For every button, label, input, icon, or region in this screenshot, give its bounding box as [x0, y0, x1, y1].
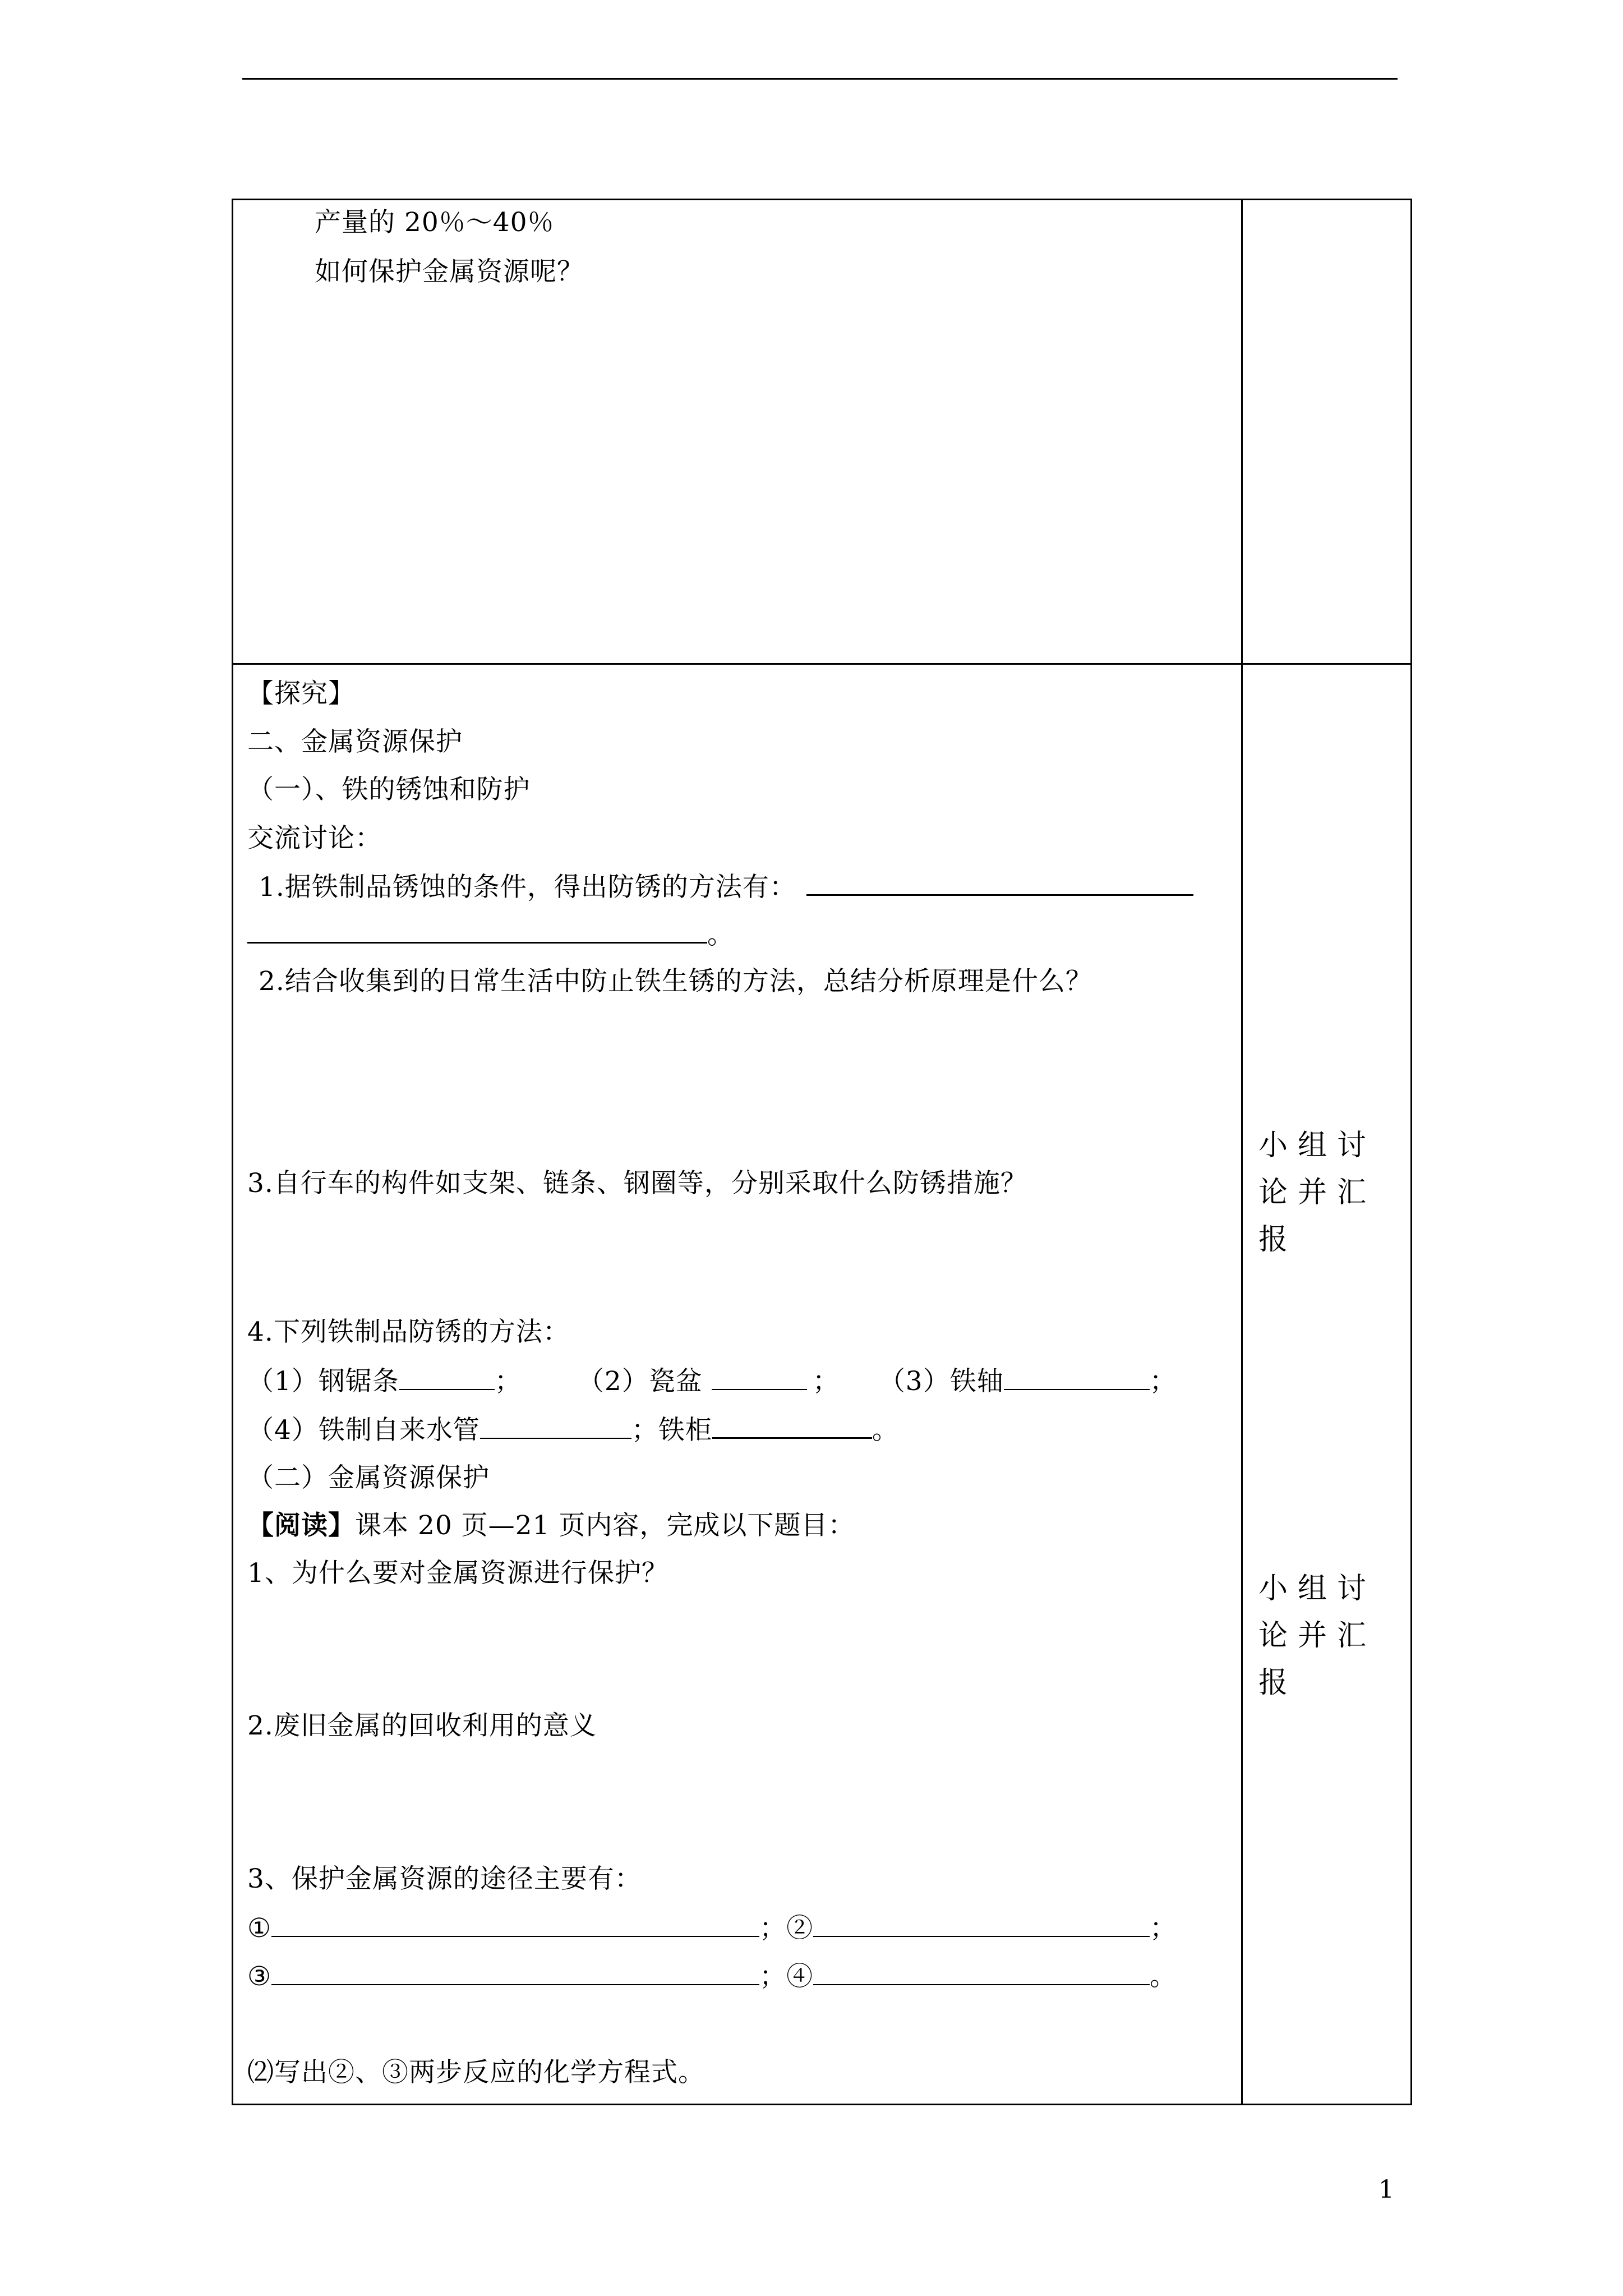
separator: ； [812, 1366, 840, 1397]
answer-blank[interactable] [247, 917, 707, 944]
answer-blank[interactable] [271, 1911, 759, 1937]
ways-line-2 [247, 1959, 1177, 1994]
row1-line2: 如何保护金属资源呢？ [315, 256, 584, 287]
reading-question-3: 3、保护金属资源的途径主要有： [247, 1864, 642, 1894]
ways-line-1 [247, 1911, 1177, 1945]
header-rule [242, 78, 1398, 80]
row2-content-cell [233, 664, 1242, 2105]
section-title: 二、金属资源保护 [247, 726, 463, 757]
item-water-pipe: （4）铁制自来水管 [247, 1415, 480, 1446]
subsection-2-title: （二）金属资源保护 [247, 1462, 490, 1493]
question-3: 3.自行车的构件如支架、链条、钢圈等，分别采取什么防锈措施？ [247, 1168, 1027, 1199]
answer-blank[interactable] [271, 1959, 759, 1985]
row1-note-cell [1242, 200, 1412, 664]
answer-blank[interactable] [806, 869, 1193, 896]
item-enamel-basin: （2）瓷盆 [577, 1366, 703, 1397]
question-1-text: 1.据铁制品锈蚀的条件，得出防锈的方法有： [259, 872, 796, 903]
explore-heading: 【探究】 [247, 678, 355, 709]
circle-1: ① [247, 1913, 272, 1944]
worksheet-table [232, 199, 1412, 2105]
answer-blank[interactable] [399, 1364, 495, 1390]
separator: ； [1150, 1913, 1177, 1944]
item-saw-blade: （1）钢锯条 [247, 1366, 399, 1397]
question-1 [259, 869, 1193, 904]
circle-2: ；② [759, 1913, 814, 1944]
final-question: ⑵写出②、③两步反应的化学方程式。 [247, 2057, 705, 2088]
answer-blank[interactable] [480, 1413, 631, 1439]
page-number: 1 [1378, 2175, 1394, 2204]
row1-line1: 产量的 20％～40％ [315, 207, 555, 238]
reading-tag: 【阅读】 [247, 1510, 355, 1541]
row1-content-cell [233, 200, 1242, 664]
item-iron-shaft: （3）铁轴 [878, 1366, 1004, 1397]
period: 。 [872, 1415, 899, 1446]
question-4-line2 [247, 1412, 899, 1447]
answer-blank[interactable] [712, 1364, 807, 1390]
answer-blank[interactable] [1004, 1364, 1150, 1390]
reading-text: 课本 20 页—21 页内容，完成以下题目： [355, 1510, 855, 1541]
period: 。 [1150, 1961, 1177, 1992]
question-1-end: 。 [707, 919, 734, 950]
circle-3: ③ [247, 1961, 272, 1992]
reading-question-1: 1、为什么要对金属资源进行保护？ [247, 1558, 668, 1589]
question-1-cont [247, 917, 734, 952]
answer-blank[interactable] [813, 1959, 1150, 1985]
discussion-label: 交流讨论： [247, 823, 382, 854]
answer-blank[interactable] [813, 1911, 1150, 1937]
subsection-1-title: （一）、铁的锈蚀和防护 [247, 774, 531, 805]
separator: ； [1149, 1366, 1177, 1397]
question-4: 4.下列铁制品防锈的方法： [247, 1317, 570, 1347]
answer-blank[interactable] [712, 1412, 872, 1439]
reading-line [247, 1509, 855, 1543]
item-iron-cabinet: ；铁柜 [631, 1415, 712, 1446]
circle-4: ；④ [759, 1961, 814, 1992]
note-group-discussion-2: 小组讨论并汇报 [1258, 1572, 1377, 1700]
note-group-discussion-1: 小组讨论并汇报 [1258, 1129, 1377, 1257]
question-4-line1 [247, 1364, 1177, 1398]
row2-note-cell [1242, 664, 1412, 2105]
separator: ； [494, 1366, 522, 1397]
question-2: 2.结合收集到的日常生活中防止铁生锈的方法，总结分析原理是什么？ [259, 966, 1092, 997]
reading-question-2: 2.废旧金属的回收利用的意义 [247, 1710, 597, 1741]
